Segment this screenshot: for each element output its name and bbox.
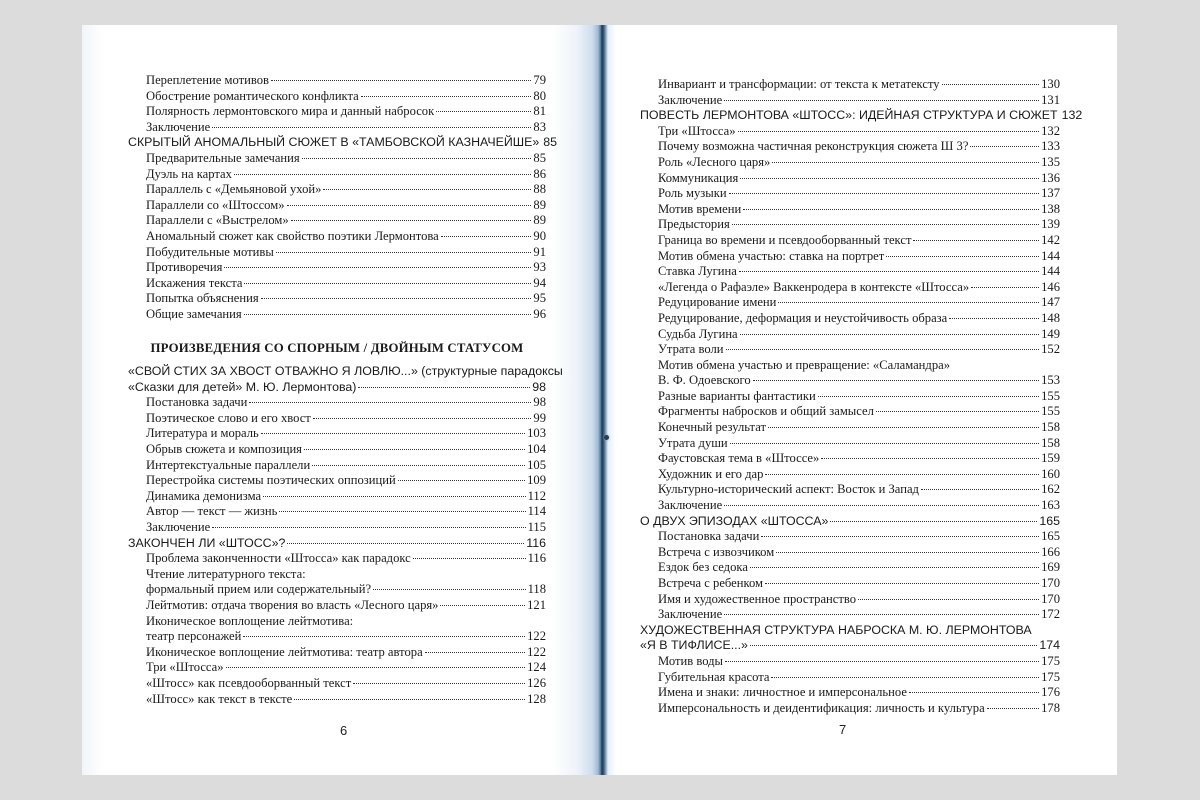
toc-entry-page: 166 [1041,544,1060,559]
dot-leader [738,121,1040,132]
dot-leader [261,423,525,434]
toc-entry-title: Роль музыки [658,186,727,201]
dot-leader [772,152,1039,163]
toc-entry-page: 105 [527,457,546,472]
toc-entry-page: 103 [527,426,546,441]
toc-entry-page: 144 [1041,248,1060,263]
dot-leader [440,595,525,606]
toc-entry-page: 88 [533,182,546,197]
toc-entry-page: 131 [1041,92,1060,107]
toc-entry-title: Иконическое воплощение лейтмотива: театр автора [146,644,423,659]
dot-leader [778,292,1039,303]
dot-leader [942,74,1040,85]
toc-entry-title: «Легенда о Рафаэле» Ваккенродера в контексте «Штосса» [658,279,970,294]
dot-leader [243,626,525,637]
toc-entry-title: Имперсональность и деидентификация: личность и культура [658,700,985,715]
dot-leader [949,308,1039,319]
toc-entry-title: «Штосс» как псевдооборванный текст [146,675,352,690]
dot-leader [261,288,532,299]
toc-entry-title: Имя и художественное пространство [658,591,857,606]
page-number-right: 7 [839,722,847,737]
toc-entry-title: Заключение [146,520,211,535]
dot-leader [724,495,1039,506]
toc-entry-page: 114 [527,504,546,519]
toc-entry-page: 122 [527,629,546,644]
toc-entry-page: 96 [533,306,546,321]
toc-entry-title: Мотив воды [658,653,724,668]
toc-entry-page: 90 [533,228,546,243]
toc-entry-title: театр персонажей [146,629,242,644]
toc-entry-page: 144 [1041,264,1060,279]
dot-leader [886,246,1039,257]
toc-entry-title: Редуцирование, деформация и неустойчивость образа [658,310,948,325]
toc-entry-title: Разные варианты фантастики [658,388,816,403]
toc-list-left-part-1 [128,73,558,323]
dot-leader [304,439,525,450]
toc-entry-title: Переплетение мотивов [146,73,269,87]
toc-entry-title: Предварительные замечания [146,150,300,165]
dot-leader [313,408,532,419]
dot-leader [732,214,1039,225]
toc-entry-title: СКРЫТЫЙ АНОМАЛЬНЫЙ СЮЖЕТ В «ТАМБОВСКОЙ КАЗНАЧЕЙШЕ» [128,135,540,150]
toc-entry-page: 155 [1041,404,1060,419]
dot-leader [776,542,1039,553]
toc-entry-title: Конечный результат [658,420,766,435]
dot-leader [830,511,1037,522]
dot-leader [753,370,1039,381]
toc-entry-page: 158 [1041,420,1060,435]
dot-leader [234,164,531,175]
toc-entry-page: 170 [1041,576,1060,590]
dot-leader [768,417,1039,428]
dot-leader [821,448,1039,459]
toc-entry-title: Полярность лермонтовского мира и данный набросок [146,104,435,119]
toc-entry-page: 169 [1041,560,1060,575]
toc-entry-page: 128 [527,691,546,706]
dot-leader [287,533,524,544]
toc-entry-page: 142 [1041,232,1060,247]
toc-entry-page: 115 [527,520,546,535]
toc-entry-title: Постановка задачи [658,529,760,544]
toc-entry-title: Мотив времени [658,201,742,216]
toc-entry-title: Динамика демонизма [146,488,262,503]
toc-entry-page: 175 [1041,653,1060,668]
binding-staple [604,435,609,440]
toc-entry-page: 126 [527,675,546,690]
toc-entry-title: Постановка задачи [146,395,248,410]
toc-entry-title: Лейтмотив: отдача творения во власть «Лесного царя» [146,598,439,612]
toc-entry-title: Литература и мораль [146,426,259,441]
toc-entry-title: формальный прием или содержательный? [146,582,372,597]
page-number-left: 6 [340,723,348,738]
dot-leader [244,304,532,315]
dot-leader [358,377,530,388]
dot-leader [398,470,525,481]
toc-entry-title: Иконическое воплощение лейтмотива: [146,613,354,628]
toc-entry-title: Губительная красота [658,669,770,684]
toc-entry-page: 79 [533,73,546,87]
toc-entry-title: Искажения текста [146,275,243,290]
dot-leader [323,179,531,190]
toc-entry-title: Дуэль на картах [146,166,232,181]
dot-leader [724,604,1039,615]
toc-entry-title: Перестройка системы поэтических оппозиций [146,473,396,488]
toc-entry-page: 178 [1041,700,1060,715]
dot-leader [271,70,531,81]
toc-entry-title: Попытка объяснения [146,291,259,306]
dot-leader [373,579,525,590]
toc-entry-page: 152 [1041,342,1060,357]
toc-entry-title: Параллель с «Демьяновой ухой» [146,182,322,197]
toc-entry-title: Утрата воли [658,342,724,357]
dot-leader [725,651,1039,662]
toc-entry-title: Мотив обмена участью: ставка на портрет [658,248,885,263]
toc-entry-title: Инвариант и трансформации: от текста к метатексту [658,77,940,91]
toc-entry-page: 83 [533,119,546,134]
toc-entry [128,551,546,567]
toc-entry-title: Встреча с извозчиком [658,544,775,559]
toc-entry-title: Заключение [146,119,211,134]
toc-entry-page: 155 [1041,388,1060,403]
toc-entry-title: Интертекстуальные параллели [146,457,311,472]
toc-entry-page: 170 [1041,591,1060,606]
toc-entry-page: 135 [1041,154,1060,169]
toc-entry-page: 165 [1041,529,1060,544]
toc-list-left-part-2 [128,364,563,707]
toc-entry-title: Встреча с ребенком [658,576,763,590]
toc-entry-page: 112 [527,488,546,503]
toc-entry-page: 149 [1041,326,1060,341]
dot-leader [970,136,1039,147]
toc-entry-page: 147 [1041,295,1060,310]
toc-entry-page: 130 [1041,77,1060,91]
toc-entry [640,607,1060,623]
toc-entry-title: Поэтическое слово и его хвост [146,410,311,425]
toc-entry-page: 162 [1041,482,1060,497]
dot-leader [441,226,532,237]
toc-left [128,73,563,707]
toc-entry-title: Ездок без седока [658,560,748,575]
dot-leader [730,433,1039,444]
toc-entry-page: 89 [533,197,546,212]
toc-entry [128,692,546,708]
toc-entry-page: 163 [1041,498,1060,513]
dot-leader [226,657,526,668]
toc-entry-page: 80 [533,88,546,103]
toc-entry-page: 176 [1041,685,1060,700]
toc-entry-title: Заключение [658,498,723,513]
toc-entry-page: 132 [1061,108,1083,123]
toc-right [640,77,1083,716]
toc-entry-title: «Сказки для детей» М. Ю. Лермонтова) [128,379,357,394]
dot-leader [249,392,531,403]
dot-leader [858,589,1039,600]
toc-entry-page: 104 [527,442,546,457]
toc-entry-page: 160 [1041,466,1060,481]
dot-leader [739,261,1039,272]
dot-leader [291,210,532,221]
toc-entry-page: 95 [533,291,546,306]
dot-leader [312,455,525,466]
dot-leader [750,557,1039,568]
toc-entry-page: 172 [1041,607,1060,622]
dot-leader [436,101,531,112]
toc-entry-page: 165 [1039,513,1060,528]
toc-entry-page: 139 [1041,217,1060,232]
toc-entry-page: 174 [1039,638,1060,653]
toc-entry-title: В. Ф. Одоевского [658,373,751,388]
dot-leader [224,257,531,268]
toc-entry-title: Противоречия [146,260,223,275]
toc-entry-title: Автор — текст — жизнь [146,504,278,519]
toc-entry-title: Побудительные мотивы [146,244,274,259]
dot-leader [761,526,1039,537]
toc-entry-title: Предыстория [658,217,730,232]
dot-leader [294,689,525,700]
dot-leader [909,682,1039,693]
toc-entry-title: Аномальный сюжет как свойство поэтики Лермонтова [146,228,439,243]
toc-entry-page: 133 [1041,139,1060,154]
toc-entry-title: Граница во времени и псевдооборванный текст [658,232,912,247]
dot-leader [765,464,1039,475]
toc-entry-page: 138 [1041,201,1060,216]
toc-entry-page: 93 [533,260,546,275]
toc-entry-title: Чтение литературного текста: [146,566,306,581]
toc-entry [128,120,546,136]
toc-entry-title: Три «Штосса» [658,123,736,138]
toc-entry [128,598,546,614]
toc-entry-page: 137 [1041,186,1060,201]
toc-entry-page: 85 [533,150,546,165]
toc-entry-page: 98 [532,379,546,394]
toc-entry-page: 99 [533,410,546,425]
toc-entry-title: «СВОЙ СТИХ ЗА ХВОСТ ОТВАЖНО Я ЛОВЛЮ...» (структурные парадоксы [128,364,563,379]
toc-entry [640,342,1060,358]
toc-entry-title: Почему возможна частичная реконструкция сюжета Ш 3? [658,139,969,154]
dot-leader [765,573,1039,584]
toc-entry-page: 153 [1041,373,1060,388]
toc-entry-page: 132 [1041,123,1060,138]
dot-leader [425,642,525,653]
toc-entry-title: Заключение [658,92,723,107]
dot-leader [263,486,526,497]
toc-entry-title: ХУДОЖЕСТВЕННАЯ СТРУКТУРА НАБРОСКА М. Ю. ЛЕРМОНТОВА [640,622,1032,637]
toc-entry-title: Имена и знаки: личностное и имперсональное [658,685,907,700]
dot-leader [287,195,532,206]
toc-entry-page: 158 [1041,435,1060,450]
dot-leader [740,324,1039,335]
dot-leader [279,501,525,512]
toc-entry-page: 94 [533,275,546,290]
toc-list-right [640,77,1083,716]
dot-leader [743,199,1039,210]
toc-entry-title: Художник и его дар [658,466,764,481]
section-title: ПРОИЗВЕДЕНИЯ СО СПОРНЫМ / ДВОЙНЫМ СТАТУСОМ [150,340,524,355]
toc-entry-page: 175 [1041,669,1060,684]
dot-leader [740,168,1039,179]
dot-leader [987,698,1039,709]
toc-entry-page: 85 [543,135,558,150]
toc-entry-title: Мотив обмена участью и превращение: «Саламандра» [658,357,951,372]
dot-leader [818,386,1039,397]
toc-entry-page: 81 [533,104,546,119]
toc-entry-title: Заключение [658,607,723,622]
toc-entry-page: 116 [526,535,546,550]
toc-entry-title: Фаустовская тема в «Штоссе» [658,451,820,466]
dot-leader [212,117,531,128]
toc-entry-title: Утрата души [658,435,728,450]
toc-entry-title: ЗАКОНЧЕН ЛИ «ШТОСС»? [128,535,286,550]
dot-leader [244,273,531,284]
dot-leader [302,148,532,159]
toc-entry-title: Параллели со «Штоссом» [146,197,285,212]
toc-entry-title: ПОВЕСТЬ ЛЕРМОНТОВА «ШТОСС»: ИДЕЙНАЯ СТРУКТУРА И СЮЖЕТ [640,108,1058,123]
toc-entry-page: 98 [533,395,546,410]
toc-entry-title: Ставка Лугина [658,264,737,279]
dot-leader [361,86,532,97]
toc-entry-page: 136 [1041,170,1060,185]
left-page [82,25,602,775]
dot-leader [413,548,526,559]
toc-entry [640,701,1060,717]
toc-entry-page: 116 [527,551,546,566]
toc-entry-page: 148 [1041,310,1060,325]
toc-entry-title: Коммуникация [658,170,739,185]
dot-leader [750,635,1037,646]
toc-entry-page: 146 [1041,279,1060,294]
dot-leader [921,479,1039,490]
toc-entry-page: 159 [1041,451,1060,466]
toc-entry-page: 91 [533,244,546,259]
dot-leader [729,183,1040,194]
toc-entry [640,93,1060,109]
toc-entry-page: 124 [527,660,546,675]
toc-entry-title: Обрыв сюжета и композиция [146,442,302,457]
dot-leader [913,230,1039,241]
toc-entry-page: 122 [527,644,546,659]
toc-entry-title: Проблема законченности «Штосса» как парадокс [146,551,411,566]
toc-entry-title: «Штосс» как текст в тексте [146,691,293,706]
toc-entry-title: Фрагменты набросков и общий замысел [658,404,874,419]
toc-entry [128,307,546,323]
toc-entry-title: Три «Штосса» [146,660,224,675]
dot-leader [724,90,1039,101]
dot-leader [771,667,1039,678]
toc-entry-title: «Я В ТИФЛИСЕ...» [640,638,748,653]
toc-entry-title: Роль «Лесного царя» [658,154,771,169]
dot-leader [726,339,1040,350]
dot-leader [276,242,532,253]
toc-entry-page: 86 [533,166,546,181]
toc-entry-page: 121 [527,598,546,612]
toc-entry-title: Параллели с «Выстрелом» [146,213,289,228]
dot-leader [876,401,1039,412]
toc-entry-title: Редуцирование имени [658,295,777,310]
toc-entry-page: 118 [527,582,546,597]
toc-entry-title: Обострение романтического конфликта [146,88,359,103]
toc-entry-title: О ДВУХ ЭПИЗОДАХ «ШТОССА» [640,513,829,528]
toc-entry-title: Культурно-исторический аспект: Восток и Запад [658,482,919,497]
toc-entry-title: Общие замечания [146,306,242,321]
toc-entry-page: 89 [533,213,546,228]
dot-leader [212,517,525,528]
dot-leader [971,277,1039,288]
dot-leader [353,673,525,684]
toc-entry-title: Судьба Лугина [658,326,738,341]
right-page [602,25,1117,775]
toc-entry-page: 109 [527,473,546,488]
